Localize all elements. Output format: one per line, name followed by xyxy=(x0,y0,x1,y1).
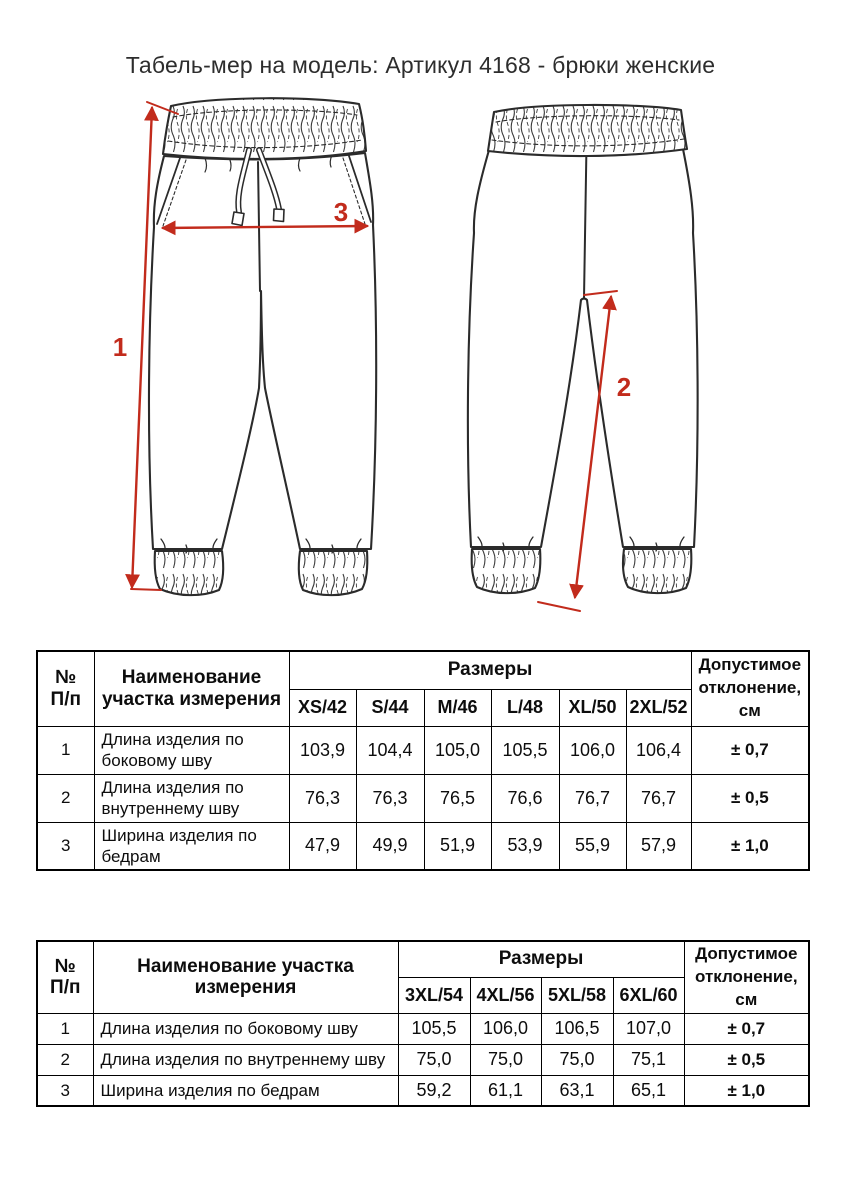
col-header-tolerance: Допустимое отклонение, см xyxy=(684,941,809,1013)
measure-3-label: 3 xyxy=(333,197,349,227)
size-value: 75,0 xyxy=(398,1044,470,1075)
size-value: 51,9 xyxy=(424,822,491,870)
back-waistband xyxy=(488,105,687,156)
size-header: S/44 xyxy=(356,689,424,726)
tolerance-value: ± 0,7 xyxy=(691,726,809,774)
size-value: 107,0 xyxy=(613,1013,684,1044)
col-header-sizes: Размеры xyxy=(398,941,684,977)
measure-1-label: 1 xyxy=(112,332,128,362)
size-header: 5XL/58 xyxy=(541,977,613,1013)
size-value: 76,7 xyxy=(559,774,626,822)
measure-2-label: 2 xyxy=(616,372,632,402)
size-value: 75,1 xyxy=(613,1044,684,1075)
table-row xyxy=(37,822,809,870)
size-value: 76,3 xyxy=(289,774,356,822)
drawstring-aglet-left xyxy=(232,212,244,226)
measure-name: Ширина изделия по бедрам xyxy=(94,822,289,870)
pants-technical-drawing xyxy=(0,88,841,628)
size-value: 47,9 xyxy=(289,822,356,870)
size-value: 75,0 xyxy=(470,1044,541,1075)
size-table-2 xyxy=(36,940,810,1107)
front-waistband xyxy=(163,98,366,159)
size-value: 63,1 xyxy=(541,1075,613,1106)
measure-name: Ширина изделия по бедрам xyxy=(93,1075,398,1106)
drawstring-aglet-right xyxy=(274,209,285,222)
size-value: 106,0 xyxy=(470,1013,541,1044)
size-value: 76,7 xyxy=(626,774,691,822)
size-header: 6XL/60 xyxy=(613,977,684,1013)
size-value: 76,3 xyxy=(356,774,424,822)
size-value: 76,5 xyxy=(424,774,491,822)
tolerance-value: ± 0,7 xyxy=(684,1013,809,1044)
size-value: 103,9 xyxy=(289,726,356,774)
col-header-num xyxy=(37,651,94,726)
size-table-1 xyxy=(36,650,810,871)
tolerance-value: ± 1,0 xyxy=(684,1075,809,1106)
col-header-name: Наименование участка измерения xyxy=(93,941,398,1013)
table-row xyxy=(37,774,809,822)
measure-1-tick-bottom xyxy=(131,589,161,590)
size-value: 59,2 xyxy=(398,1075,470,1106)
front-cuff-right xyxy=(299,551,368,595)
row-number: 3 xyxy=(37,1075,93,1106)
row-number: 2 xyxy=(37,1044,93,1075)
measure-name: Длина изделия по боковому шву xyxy=(94,726,289,774)
size-value: 76,6 xyxy=(491,774,559,822)
size-header: XL/50 xyxy=(559,689,626,726)
size-value: 61,1 xyxy=(470,1075,541,1106)
size-value: 65,1 xyxy=(613,1075,684,1106)
size-value: 57,9 xyxy=(626,822,691,870)
front-cuff-left xyxy=(155,551,224,595)
pants-front-view xyxy=(149,98,376,595)
col-header-num xyxy=(37,941,93,1013)
size-value: 55,9 xyxy=(559,822,626,870)
size-value: 106,4 xyxy=(626,726,691,774)
num-header-line1: № xyxy=(55,666,77,688)
size-value: 104,4 xyxy=(356,726,424,774)
size-value: 105,0 xyxy=(424,726,491,774)
table-row xyxy=(37,1013,809,1044)
col-header-name: Наименование участка измерения xyxy=(94,651,289,726)
row-number: 3 xyxy=(37,822,94,870)
row-number: 1 xyxy=(37,1013,93,1044)
tolerance-value: ± 0,5 xyxy=(684,1044,809,1075)
measure-2-tick-bottom xyxy=(538,602,580,611)
size-value: 75,0 xyxy=(541,1044,613,1075)
row-number: 2 xyxy=(37,774,94,822)
table-row xyxy=(37,1075,809,1106)
size-value: 53,9 xyxy=(491,822,559,870)
size-value: 106,0 xyxy=(559,726,626,774)
num-header-line2: П/п xyxy=(50,977,81,999)
size-header: 2XL/52 xyxy=(626,689,691,726)
back-cuff-right xyxy=(623,549,691,593)
measure-name: Длина изделия по внутреннему шву xyxy=(94,774,289,822)
row-number: 1 xyxy=(37,726,94,774)
size-header: M/46 xyxy=(424,689,491,726)
pants-back-view xyxy=(468,105,698,593)
tolerance-value: ± 0,5 xyxy=(691,774,809,822)
col-header-tolerance: Допустимое отклонение, см xyxy=(691,651,809,726)
measure-name: Длина изделия по внутреннему шву xyxy=(93,1044,398,1075)
size-value: 105,5 xyxy=(491,726,559,774)
size-header: L/48 xyxy=(491,689,559,726)
page-title: Табель-мер на модель: Артикул 4168 - брюки женские xyxy=(125,52,716,78)
size-header: 3XL/54 xyxy=(398,977,470,1013)
size-value: 105,5 xyxy=(398,1013,470,1044)
back-cuff-left xyxy=(472,549,541,593)
table-row xyxy=(37,1044,809,1075)
back-silhouette xyxy=(468,149,698,547)
num-header-line1: № xyxy=(54,955,76,977)
num-header-line2: П/п xyxy=(50,688,81,710)
size-header: XS/42 xyxy=(289,689,356,726)
col-header-sizes: Размеры xyxy=(289,651,691,689)
table-row xyxy=(37,726,809,774)
measure-name: Длина изделия по боковому шву xyxy=(93,1013,398,1044)
size-value: 49,9 xyxy=(356,822,424,870)
tolerance-value: ± 1,0 xyxy=(691,822,809,870)
size-value: 106,5 xyxy=(541,1013,613,1044)
size-header: 4XL/56 xyxy=(470,977,541,1013)
